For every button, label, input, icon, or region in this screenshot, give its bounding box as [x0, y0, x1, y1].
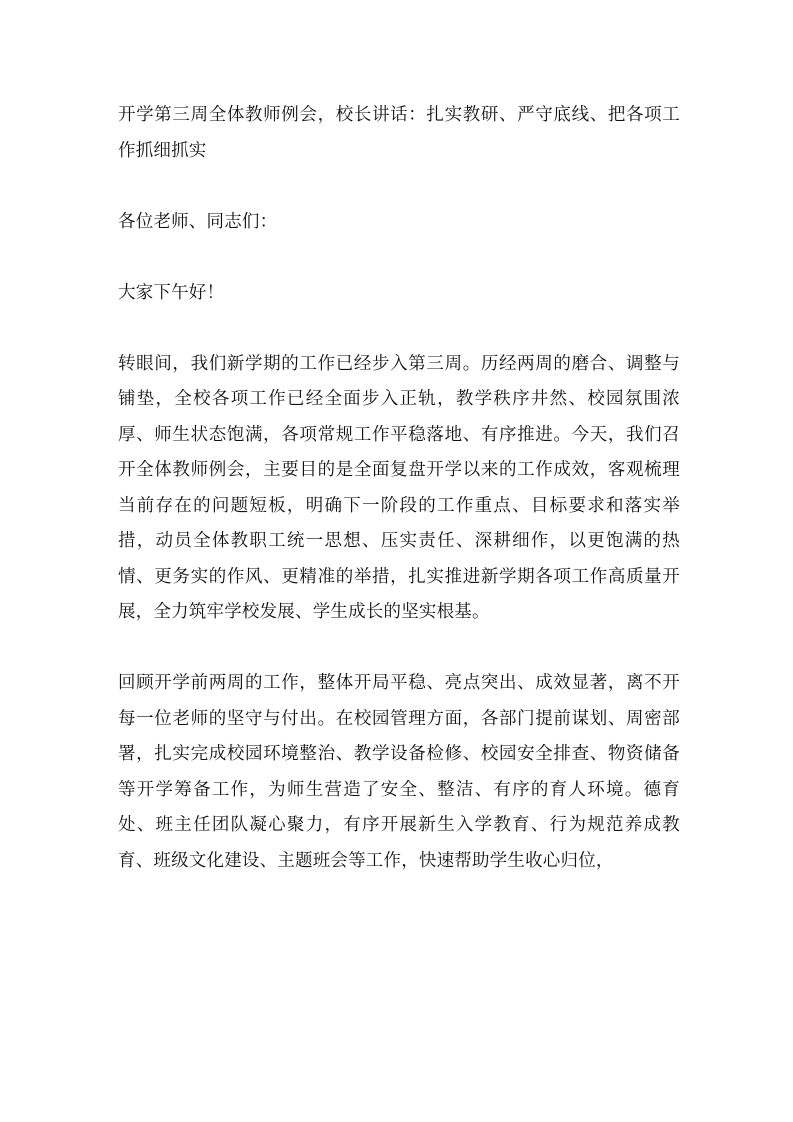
paragraph-1: 转眼间，我们新学期的工作已经步入第三周。历经两周的磨合、调整与铺垫，全校各项工作已经全面步入正轨，教学秩序井然、校园氛围浓厚、师生状态饱满，各项常规工作平稳落地、有序推进。今天，我们召开全体教师例会，主要目的是全面复盘开学以来的工作成效，客观梳理当前存在的问题短板，明确下一阶段的工作重点、目标要求和落实举措，动员全体教职工统一思想、压实责任、深耕细作，以更饱满的热情、更务实的作风、更精准的举措，扎实推进新学期各项工作高质量开展，全力筑牢学校发展、学生成长的坚实根基。 [118, 353, 680, 622]
paragraph-2: 回顾开学前两周的工作，整体开局平稳、亮点突出、成效显著，离不开每一位老师的坚守与付出。在校园管理方面，各部门提前谋划、周密部署，扎实完成校园环境整治、教学设备检修、校园安全排查、物资储备等开学筹备工作，为师生营造了安全、整洁、有序的育人环境。德育处、班主任团队凝心聚力，有序开展新生入学教育、行为规范养成教育、班级文化建设、主题班会等工作，快速帮助学生收心归位， [118, 673, 680, 871]
spacer [118, 169, 680, 205]
document-body [118, 98, 680, 879]
document-title: 开学第三周全体教师例会，校长讲话：扎实教研、严守底线、把各项工作抓细抓实 [118, 105, 680, 161]
greeting: 大家下午好！ [118, 282, 225, 303]
salutation: 各位老师、同志们： [118, 211, 278, 232]
spacer [118, 631, 680, 667]
spacer [118, 311, 680, 347]
spacer [118, 240, 680, 276]
